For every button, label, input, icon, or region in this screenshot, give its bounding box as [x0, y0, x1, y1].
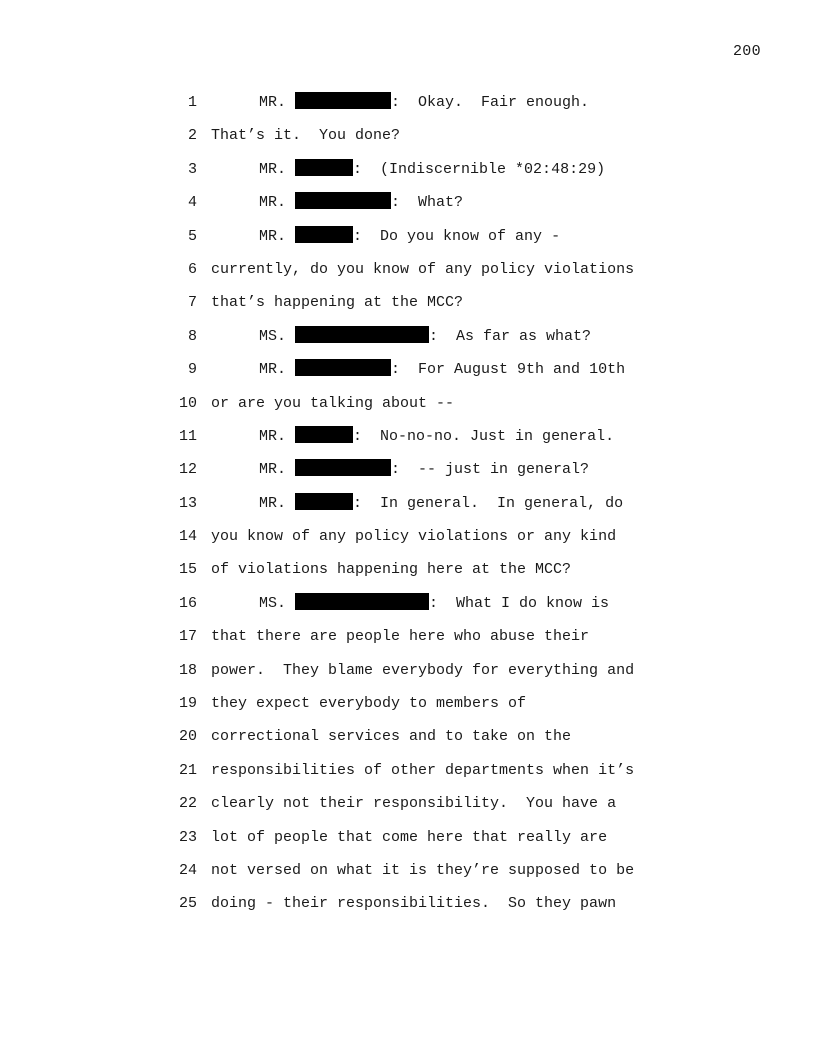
- line-text: [211, 691, 526, 717]
- speaker-title: MR.: [259, 461, 287, 479]
- line-number: 18: [178, 661, 197, 679]
- line-number: 17: [178, 628, 197, 646]
- line-number: 19: [178, 695, 197, 713]
- redaction-bar: [295, 459, 391, 476]
- line-text: [259, 591, 609, 617]
- transcript-line: [0, 391, 816, 424]
- line-number: 9: [187, 361, 197, 379]
- speaker-title: MR.: [259, 427, 287, 445]
- line-number: 1: [187, 94, 197, 111]
- line-number: 4: [187, 194, 197, 212]
- transcript-line: [0, 524, 816, 557]
- transcript-line: [0, 691, 816, 724]
- transcript-line: [0, 724, 816, 757]
- line-number: 12: [178, 461, 197, 479]
- line-number: 8: [187, 327, 197, 345]
- line-number: 3: [187, 160, 197, 178]
- speaker-title: MR.: [259, 361, 287, 379]
- transcript-line: [0, 424, 816, 457]
- speech-text: : What?: [391, 194, 464, 212]
- transcript-line: [0, 457, 816, 490]
- line-text: [211, 123, 400, 149]
- line-number: 7: [187, 294, 197, 312]
- transcript-line: [0, 624, 816, 657]
- line-number: 22: [178, 795, 197, 813]
- speaker-title: MS.: [259, 594, 287, 612]
- line-text: [259, 324, 591, 350]
- line-text: [211, 524, 616, 550]
- transcript-line: [0, 324, 816, 357]
- transcript-line: [0, 858, 816, 891]
- line-text: [211, 825, 607, 851]
- line-number: 24: [178, 861, 197, 879]
- speech-text: lot of people that come here that really are: [211, 828, 608, 846]
- transcript-line: [0, 257, 816, 290]
- line-number: 6: [187, 260, 197, 278]
- line-text: [259, 491, 623, 517]
- speech-text: correctional services and to take on the: [211, 728, 572, 746]
- line-text: [211, 391, 454, 417]
- transcript-line: [0, 290, 816, 323]
- speech-text: doing - their responsibilities. So they pawn: [211, 895, 617, 913]
- line-text: [211, 658, 634, 684]
- redaction-bar: [295, 226, 353, 243]
- line-number: 15: [178, 561, 197, 579]
- line-number: 11: [178, 427, 197, 445]
- line-number: 5: [187, 227, 197, 245]
- speaker-title: MR.: [259, 494, 287, 512]
- transcript-line: [0, 190, 816, 223]
- line-number: 16: [178, 594, 197, 612]
- transcript-line: [0, 825, 816, 858]
- transcript-line: [0, 357, 816, 390]
- transcript-line: [0, 90, 816, 123]
- speaker-title: MR.: [259, 94, 287, 111]
- line-text: [259, 190, 463, 216]
- speech-text: : No-no-no. Just in general.: [353, 427, 615, 445]
- redaction-bar: [295, 326, 429, 343]
- transcript-body: [0, 90, 816, 925]
- transcript-line: [0, 658, 816, 691]
- line-text: [259, 457, 589, 483]
- line-text: [259, 224, 560, 250]
- speech-text: : Okay. Fair enough.: [391, 94, 590, 111]
- line-text: [211, 290, 463, 316]
- line-number: 25: [178, 895, 197, 913]
- transcript-line: [0, 758, 816, 791]
- line-number: 2: [187, 127, 197, 145]
- redaction-bar: [295, 192, 391, 209]
- redaction-bar: [295, 359, 391, 376]
- transcript-line: [0, 791, 816, 824]
- speech-text: or are you talking about --: [211, 394, 455, 412]
- speech-text: of violations happening here at the MCC?: [211, 561, 572, 579]
- speaker-title: MR.: [259, 194, 287, 212]
- speaker-title: MR.: [259, 160, 287, 178]
- line-text: [259, 357, 625, 383]
- speech-text: : What I do know is: [429, 594, 610, 612]
- transcript-line: [0, 123, 816, 156]
- line-text: [211, 858, 634, 884]
- redaction-bar: [295, 92, 391, 109]
- speech-text: : Do you know of any -: [353, 227, 561, 245]
- line-text: [211, 791, 616, 817]
- line-number: 14: [178, 528, 197, 546]
- speech-text: that’s happening at the MCC?: [211, 294, 464, 312]
- line-text: [211, 557, 571, 583]
- line-text: [211, 891, 616, 917]
- speech-text: they expect everybody to members of: [211, 695, 527, 713]
- redaction-bar: [295, 159, 353, 176]
- line-text: [211, 257, 634, 283]
- page-number: 200: [733, 43, 761, 60]
- speech-text: That’s it. You done?: [211, 127, 401, 145]
- speech-text: : -- just in general?: [391, 461, 590, 479]
- line-number: 20: [178, 728, 197, 746]
- transcript-line: [0, 891, 816, 924]
- speech-text: currently, do you know of any policy violations: [211, 260, 635, 278]
- speech-text: power. They blame everybody for everything and: [211, 661, 635, 679]
- speaker-title: MR.: [259, 227, 287, 245]
- line-text: [211, 624, 589, 650]
- line-number: 23: [178, 828, 197, 846]
- line-text: [259, 424, 614, 450]
- line-text: [211, 758, 634, 784]
- speech-text: : As far as what?: [429, 327, 592, 345]
- speech-text: you know of any policy violations or any kind: [211, 528, 617, 546]
- line-text: [211, 724, 571, 750]
- speech-text: that there are people here who abuse their: [211, 628, 590, 646]
- speech-text: clearly not their responsibility. You have a: [211, 795, 617, 813]
- speech-text: : In general. In general, do: [353, 494, 624, 512]
- line-text: [259, 90, 589, 116]
- line-number: 13: [178, 494, 197, 512]
- line-number: 21: [178, 761, 197, 779]
- line-number: 10: [178, 394, 197, 412]
- redaction-bar: [295, 426, 353, 443]
- speech-text: : (Indiscernible *02:48:29): [353, 160, 606, 178]
- speech-text: : For August 9th and 10th: [391, 361, 626, 379]
- line-text: [259, 157, 605, 183]
- speech-text: responsibilities of other departments when it’s: [211, 761, 635, 779]
- transcript-line: [0, 591, 816, 624]
- transcript-line: [0, 224, 816, 257]
- redaction-bar: [295, 493, 353, 510]
- transcript-line: [0, 491, 816, 524]
- speaker-title: MS.: [259, 327, 287, 345]
- speech-text: not versed on what it is they’re supposed to be: [211, 861, 635, 879]
- transcript-line: [0, 557, 816, 590]
- redaction-bar: [295, 593, 429, 610]
- transcript-line: [0, 157, 816, 190]
